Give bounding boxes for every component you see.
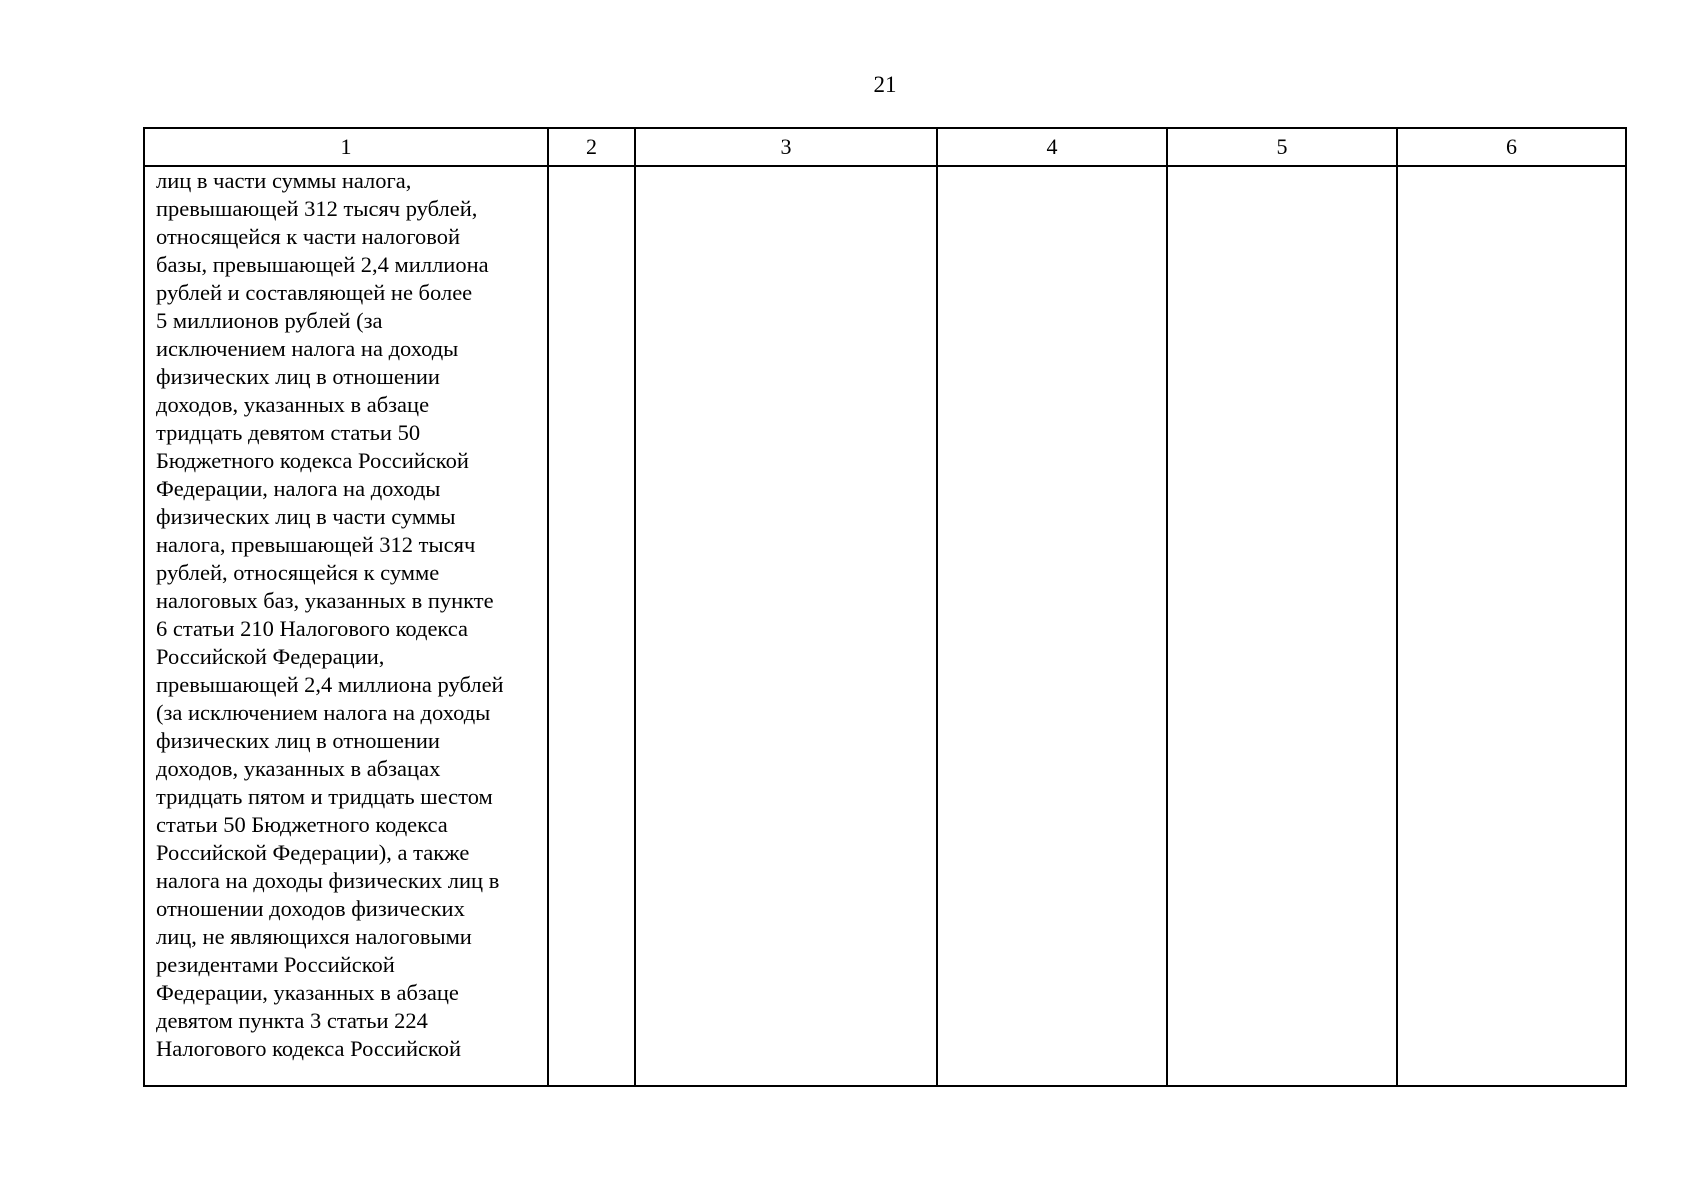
table-header-row bbox=[144, 128, 1626, 166]
table-cell-col6 bbox=[1397, 166, 1626, 1086]
column-header-1: 1 bbox=[144, 128, 548, 166]
table-cell-col4 bbox=[937, 166, 1167, 1086]
table-row bbox=[144, 166, 1626, 1086]
table-cell-col1 bbox=[144, 166, 548, 1086]
page-number: 21 bbox=[873, 72, 897, 97]
column-header-2: 2 bbox=[548, 128, 635, 166]
column-header-5: 5 bbox=[1167, 128, 1397, 166]
column-header-4: 4 bbox=[937, 128, 1167, 166]
column-header-3: 3 bbox=[635, 128, 937, 166]
column-header-6: 6 bbox=[1397, 128, 1626, 166]
tax-description-text: лиц в части суммы налога, превышающей 312 тысяч рублей, относящейся к части налоговой базы, превышающей 2,4 миллиона рублей и составляющей не более 5 миллионов рублей (за исключением налога на доходы физических лиц в отношении доходов, указанных в абзаце тридцать девятом статьи 50 Бюджетного кодекса Российской Федерации, налога на доходы физических лиц в части суммы налога, превышающей 312 тысяч рублей, относящейся к сумме налоговых баз, указанных в пункте 6 статьи 210 Налогового кодекса Российской Федерации, превышающей 2,4 миллиона рублей (за исключением налога на доходы физических лиц в отношении доходов, указанных в абзацах тридцать пятом и тридцать шестом статьи 50 Бюджетного кодекса Российской Федерации), а также налога на доходы физических лиц в отношении доходов физических лиц, не являющихся налоговыми резидентами Российской Федерации, указанных в абзаце девятом пункта 3 статьи 224 Налогового кодекса Российской bbox=[156, 168, 504, 1061]
document-table bbox=[143, 127, 1627, 1087]
table-cell-col3 bbox=[635, 166, 937, 1086]
table-cell-col2 bbox=[548, 166, 635, 1086]
table-cell-col5 bbox=[1167, 166, 1397, 1086]
